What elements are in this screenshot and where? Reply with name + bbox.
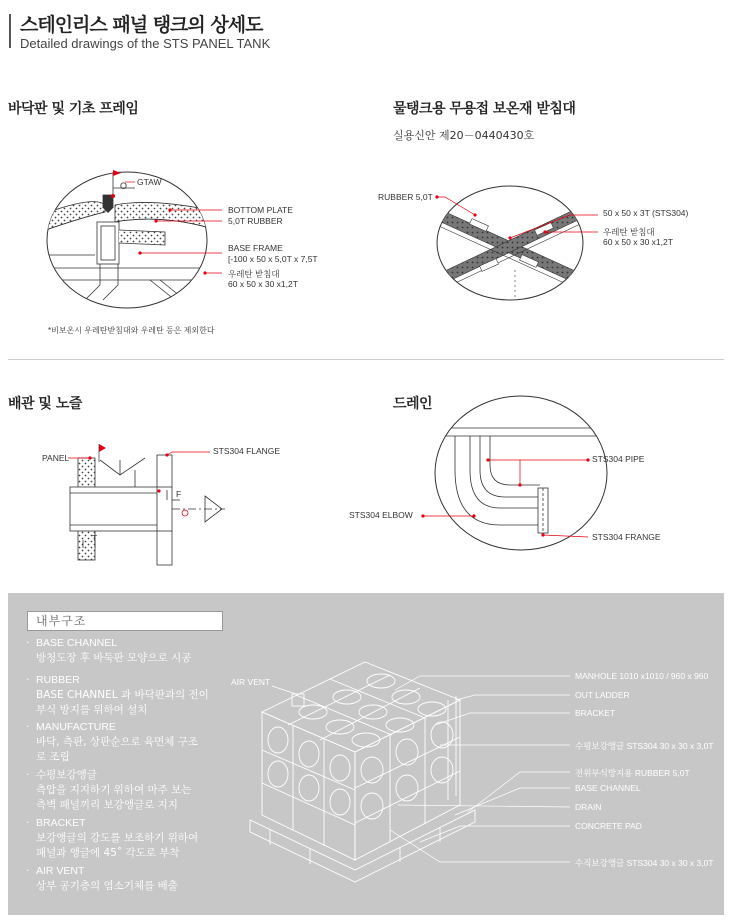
bracket-leader: [435, 713, 570, 725]
bracket-label: BRACKET: [575, 708, 616, 718]
vert-angle-leader: [390, 830, 570, 862]
floor-note: *비보온시 우레탄받침대와 우레탄 등은 제외한다: [48, 326, 215, 335]
gtaw-label: GTAW: [137, 177, 162, 187]
feature-description: 바닥, 측판, 상판순으로 육면체 구조: [36, 736, 199, 748]
ins-urethane-label: 우레탄 받침대: [603, 227, 655, 237]
bullet-icon: ·: [26, 769, 30, 781]
weld-circle-mark: O: [120, 181, 128, 191]
insulation-section-title: 물탱크용 무용접 보온재 받침대: [393, 101, 576, 117]
out-ladder-leader: [456, 695, 570, 700]
feature-heading: MANUFACTURE: [36, 721, 116, 733]
ins-rubber-label: RUBBER 5,0T: [378, 192, 433, 202]
feature-description: 로 조립: [36, 751, 70, 763]
feature-description: 측벽 패널끼리 보강앵글로 지지: [36, 799, 178, 811]
f-dimension-label: F: [176, 489, 182, 499]
feature-heading: 수평보강앵글: [36, 769, 97, 781]
vert-angle-label: 수직보강앵글 STS304 30 x 30 x 3,0T: [575, 858, 714, 868]
feature-description: BASE CHANNEL 과 바닥판과의 전이: [36, 689, 209, 701]
feature-description: 보강앵글의 강도를 보조하기 위하여: [36, 832, 199, 844]
manhole-leader: [395, 676, 570, 690]
rubber-label: 5,0T RUBBER: [228, 216, 283, 226]
out-ladder-label: OUT LADDER: [575, 690, 630, 700]
internal-structure-title: 내부구조: [27, 611, 223, 631]
feature-description: 방청도장 후 바둑판 모양으로 시공: [36, 652, 192, 664]
bullet-icon: ·: [26, 865, 30, 877]
feature-heading: AIR VENT: [36, 865, 85, 877]
drain-elbow-label: STS304 ELBOW: [349, 510, 413, 520]
urethane-spec: 60 x 50 x 30 x1,2T: [228, 279, 298, 289]
page-title: 스테인리스 패널 탱크의 상세도: [20, 14, 263, 36]
bullet-icon: ·: [26, 637, 30, 649]
bullet-icon: ·: [26, 674, 30, 686]
feature-heading: BASE CHANNEL: [36, 637, 118, 649]
drain-section-title: 드레인: [393, 396, 433, 412]
concrete-pad-label: CONCRETE PAD: [575, 821, 642, 831]
bullet-icon: ·: [26, 817, 30, 829]
base-frame-spec: [-100 x 50 x 5,0T x 7,5T: [228, 254, 318, 264]
air-vent-label: AIR VENT: [231, 677, 271, 687]
feature-description: 측압을 지지하기 위하여 마주 보는: [36, 784, 192, 796]
floor-section-title: 바닥판 및 기초 프레임: [8, 101, 139, 117]
horiz-angle-label: 수평보강앵글 STS304 30 x 30 x 3,0T: [575, 741, 714, 751]
ins-urethane-spec: 60 x 50 x 30 x1,2T: [603, 237, 673, 247]
manhole-label: MANHOLE 1010 x1010 / 960 x 960: [575, 671, 709, 681]
base-frame-label: BASE FRAME: [228, 243, 283, 253]
drain-leader: [398, 805, 570, 807]
insulation-patent-number: 실용신안 제20－0440430호: [393, 129, 535, 142]
drain-frange-label: STS304 FRANGE: [592, 532, 661, 542]
drain-label: DRAIN: [575, 802, 602, 812]
ins-angle-label: 50 x 50 x 3T (STS304): [603, 208, 689, 218]
urethane-label: 우레탄 받침대: [228, 269, 280, 279]
drain-pipe-label: STS304 PIPE: [592, 454, 645, 464]
bullet-icon: ·: [26, 721, 30, 733]
feature-description: 패널과 앵글에 45˚ 각도로 부착: [36, 847, 180, 859]
flange-label: STS304 FLANGE: [213, 446, 281, 456]
concrete-pad-leader: [420, 826, 570, 842]
feature-heading: RUBBER: [36, 674, 80, 686]
bottom-plate-label: BOTTOM PLATE: [228, 205, 293, 215]
panel-label: PANEL: [42, 453, 70, 463]
feature-description: 상부 공기층의 염소기체를 배출: [36, 880, 178, 892]
feature-description: 부식 방지를 위하여 설치: [36, 704, 148, 716]
feature-heading: BRACKET: [36, 817, 86, 829]
air-vent-leader: [272, 686, 296, 694]
anti-corrosion-label: 전위부식방지용 RUBBER 5,0T: [575, 768, 690, 778]
page-subtitle: Detailed drawings of the STS PANEL TANK: [20, 36, 271, 51]
piping-section-title: 배관 및 노즐: [8, 396, 82, 412]
base-channel-label: BASE CHANNEL: [575, 783, 641, 793]
t-dimension-label: T: [92, 533, 98, 543]
